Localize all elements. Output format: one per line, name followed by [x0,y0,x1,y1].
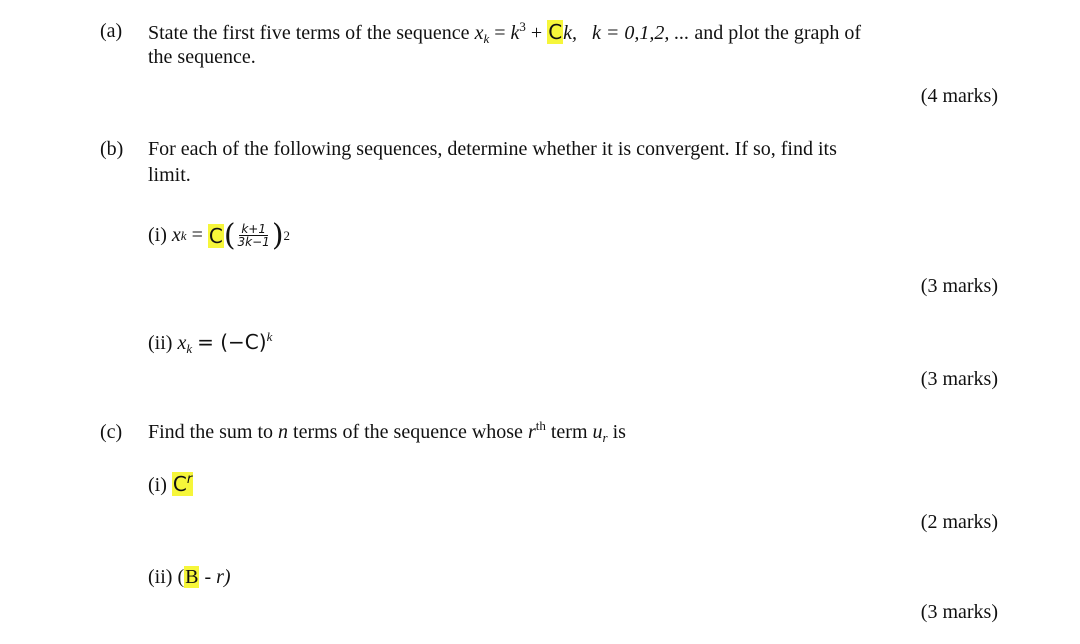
c-base: C [172,472,187,496]
part-b-i-marks: (3 marks) [920,275,998,297]
c-exponent: r [186,472,193,487]
ii-exponent: k [266,329,273,344]
highlighted-constant-c: C [548,20,563,44]
part-c-mid-text: terms of the sequence whose [293,421,523,443]
k-symbol: k [510,22,520,44]
part-a-graph-text: and plot the graph of [694,22,862,44]
th-superscript: th [535,418,546,433]
part-b-ii-label: (ii) [148,332,173,354]
part-b-ii-formula [148,330,272,355]
part-a-marks: (4 marks) [920,85,998,107]
i-highlighted-constant-c: C [208,223,223,248]
plus-sign: + [530,22,543,44]
r-symbol: r [527,421,536,443]
cube-exponent: 3 [519,19,526,34]
right-paren: ) [271,218,284,253]
i-highlighted-c-power [172,472,193,496]
highlighted-constant-b: B [185,566,199,588]
seq-x-symbol: x [474,22,484,44]
ii-open-paren: ( [177,566,185,588]
i-x-symbol: x [171,224,181,246]
k-range: k = 0,1,2, ... [592,22,690,44]
i-equals-sign: = [191,224,203,246]
k-after-c: k, [563,22,578,44]
part-b-i-label: (i) [148,224,167,246]
part-c-i-label: (i) [148,474,167,496]
left-paren: ( [223,218,236,253]
part-b-i-formula: (i) x k = C ( $\frac{k+1}{3k-1}$ ) 2 [148,218,291,253]
term-word: term [550,421,588,443]
part-c-ii-label: (ii) [148,566,173,588]
i-k-subscript: k [180,227,187,243]
fraction-numerator: k+1 [241,222,266,236]
part-c-ii-formula [148,566,231,589]
fraction [236,223,272,248]
u-symbol: u [592,421,603,443]
seq-k-subscript: k [483,31,490,46]
part-a-formula [474,19,695,46]
ii-k-subscript: k [186,341,193,356]
ii-expression: = (−C) [197,330,267,354]
ii-x-symbol: x [177,332,187,354]
part-c-label: (c) [100,421,123,443]
part-a-question-line2: the sequence. [148,46,256,68]
equals-sign: = [494,22,506,44]
u-subscript: r [602,430,608,445]
part-b-question-line1: For each of the following sequences, determine whether it is convergent. If so, find its [148,138,837,160]
part-a-label: (a) [100,20,123,42]
part-c-i-formula [148,472,193,497]
part-b-question-line2: limit. [148,164,191,186]
part-c-ii-marks: (3 marks) [920,601,998,623]
part-a-intro-text: State the first five terms of the sequence [148,22,470,44]
ii-rest: - r) [199,566,231,588]
part-b-ii-marks: (3 marks) [920,368,998,390]
part-b-label: (b) [100,138,124,160]
part-c-question [148,418,626,445]
n-symbol: n [278,421,289,443]
is-word: is [612,421,626,443]
fraction-denominator: 3k−1 [237,235,270,249]
part-c-i-marks: (2 marks) [920,511,998,533]
part-a-question-line1 [148,20,861,45]
part-c-intro: Find the sum to [148,421,274,443]
